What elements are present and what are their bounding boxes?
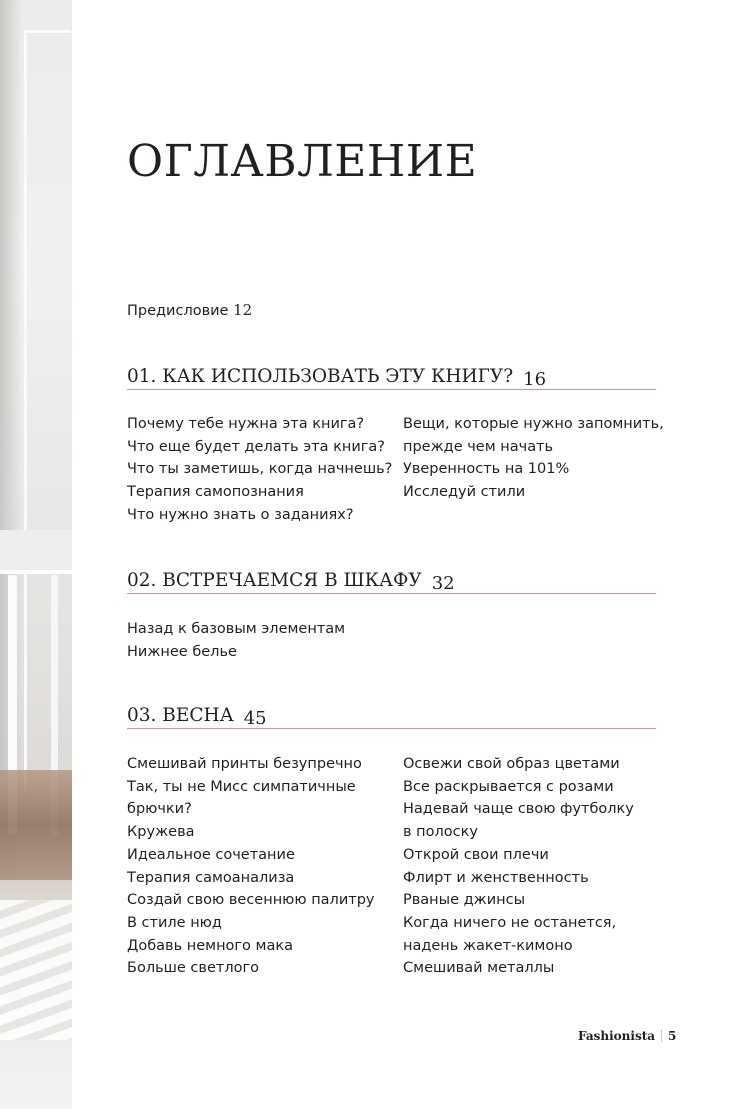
toc-entry[interactable]: Назад к базовым элементам xyxy=(127,621,346,637)
toc-entry[interactable]: Все раскрывается с розами xyxy=(403,778,614,795)
toc-entry[interactable]: Уверенность на 101% xyxy=(403,461,570,478)
toc-entry[interactable]: Что нужно знать о заданиях? xyxy=(127,506,354,523)
toc-entry[interactable]: Смешивай принты безупречно xyxy=(127,756,362,772)
section-03-right-list xyxy=(403,753,634,980)
toc-entry[interactable]: Что еще будет делать эта книга? xyxy=(127,438,385,455)
toc-entry[interactable]: Освежи свой образ цветами xyxy=(403,756,620,772)
toc-entry[interactable]: Флирт и женственность xyxy=(403,869,589,886)
footer-divider xyxy=(661,1029,662,1042)
section-page: 32 xyxy=(431,573,455,594)
toc-entry[interactable]: Открой свои плечи xyxy=(403,846,549,863)
preface-label: Предисловие xyxy=(127,303,229,319)
toc-entry[interactable]: Больше светлого xyxy=(127,960,259,977)
toc-entry[interactable]: надень жакет-кимоно xyxy=(403,937,573,954)
section-title: 03. ВЕСНА xyxy=(127,705,234,726)
section-heading-03[interactable] xyxy=(127,705,656,729)
preface-page: 12 xyxy=(233,301,253,319)
section-title: 01. КАК ИСПОЛЬЗОВАТЬ ЭТУ КНИГУ? xyxy=(127,366,514,387)
toc-entry[interactable]: В стиле нюд xyxy=(127,914,222,931)
toc-entry[interactable]: Терапия самоанализа xyxy=(127,869,295,886)
toc-entry[interactable]: Так, ты не Мисс симпатичные xyxy=(127,778,356,795)
page-footer xyxy=(578,1029,676,1043)
section-page: 16 xyxy=(523,369,547,390)
toc-entry[interactable]: в полоску xyxy=(403,824,478,841)
toc-entry[interactable]: Терапия самопознания xyxy=(127,484,304,501)
toc-entry-preface[interactable] xyxy=(127,301,252,319)
section-heading-02[interactable] xyxy=(127,570,656,594)
toc-entry[interactable]: Почему тебе нужна эта книга? xyxy=(127,416,365,432)
toc-entry[interactable]: брючки? xyxy=(127,801,192,818)
section-title: 02. ВСТРЕЧАЕМСЯ В ШКАФУ xyxy=(127,570,422,591)
toc-entry[interactable]: Надевай чаще свою футболку xyxy=(403,801,634,818)
toc-entry[interactable]: Добавь немного мака xyxy=(127,937,293,954)
toc-entry[interactable]: Что ты заметишь, когда начнешь? xyxy=(127,461,393,478)
section-heading-01[interactable] xyxy=(127,366,656,390)
toc-entry[interactable]: Идеальное сочетание xyxy=(127,846,295,863)
toc-entry[interactable]: Нижнее белье xyxy=(127,643,237,660)
toc-entry[interactable]: Рваные джинсы xyxy=(403,892,526,909)
section-01-right-list xyxy=(403,413,664,504)
toc-entry[interactable]: Создай свою весеннюю палитру xyxy=(127,892,375,909)
interior-photo xyxy=(0,0,72,1109)
toc-entry[interactable]: Когда ничего не останется, xyxy=(403,914,617,931)
footer-book-title: Fashionista xyxy=(578,1029,656,1043)
toc-entry[interactable]: прежде чем начать xyxy=(403,438,554,455)
section-03-left-list xyxy=(127,753,374,980)
section-02-left-list xyxy=(127,618,345,663)
section-page: 45 xyxy=(243,708,267,729)
footer-page-number: 5 xyxy=(668,1029,677,1043)
toc-entry[interactable]: Кружева xyxy=(127,824,195,841)
page-title: ОГЛАВЛЕНИЕ xyxy=(127,136,478,187)
toc-entry[interactable]: Смешивай металлы xyxy=(403,960,555,977)
toc-entry[interactable]: Исследуй стили xyxy=(403,484,526,501)
toc-entry[interactable]: Вещи, которые нужно запомнить, xyxy=(403,416,664,432)
section-01-left-list xyxy=(127,413,392,527)
